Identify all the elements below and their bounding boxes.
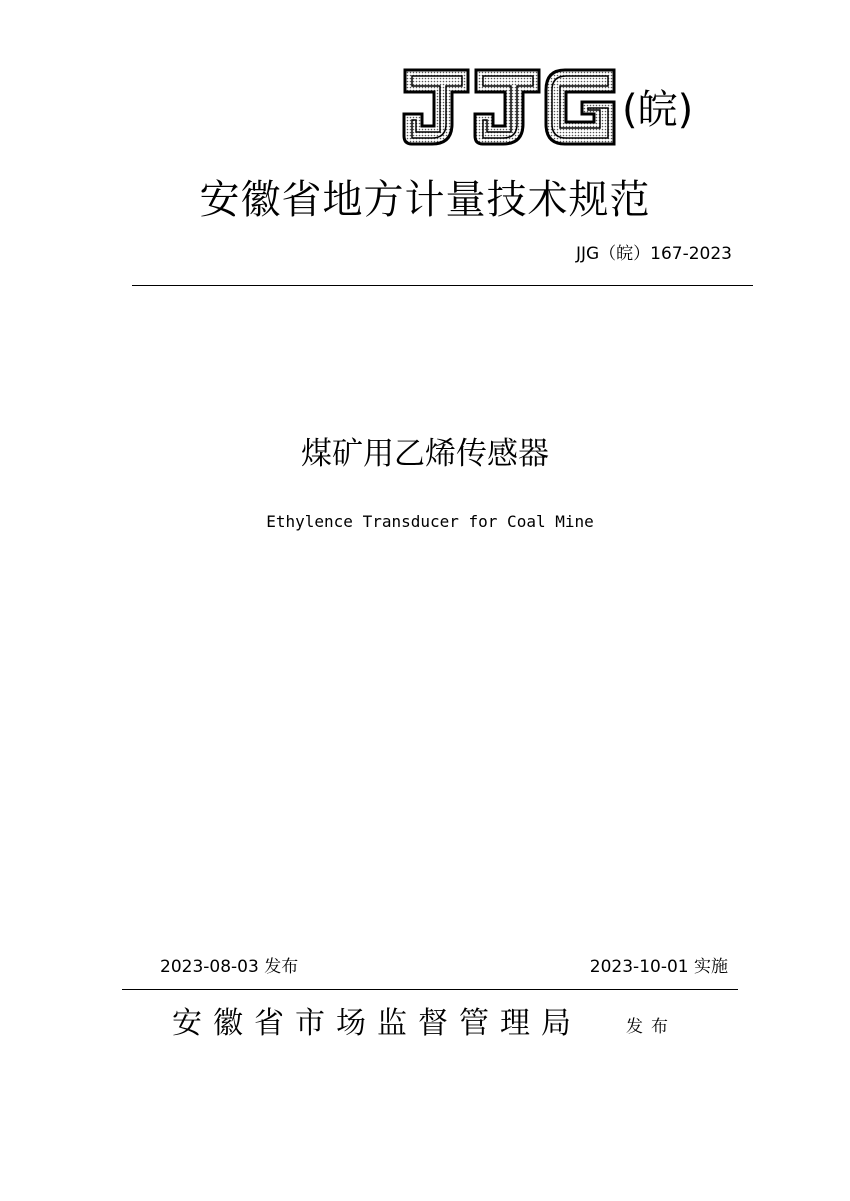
logo-region-label: (皖) (622, 87, 694, 133)
bottom-divider (122, 989, 738, 990)
document-title: 煤矿用乙烯传感器 (301, 436, 549, 472)
jjg-logo (400, 62, 730, 152)
implementation-date: 2023-10-01 实施 (589, 957, 728, 977)
logo-letter-j1 (404, 70, 468, 144)
issuer-name: 安徽省市场监督管理局 (172, 1006, 582, 1041)
top-divider (132, 285, 753, 286)
issue-date: 2023-08-03 发布 (160, 957, 299, 977)
logo-letter-g (546, 70, 614, 144)
document-subtitle: Ethylence Transducer for Coal Mine (266, 512, 594, 531)
issuer-suffix: 发布 (626, 1017, 676, 1037)
jjg-logo-mark (400, 62, 620, 152)
spec-series-title: 安徽省地方计量技术规范 (199, 177, 651, 223)
logo-letter-j2 (475, 70, 539, 144)
spec-code: JJG（皖）167-2023 (575, 244, 732, 264)
